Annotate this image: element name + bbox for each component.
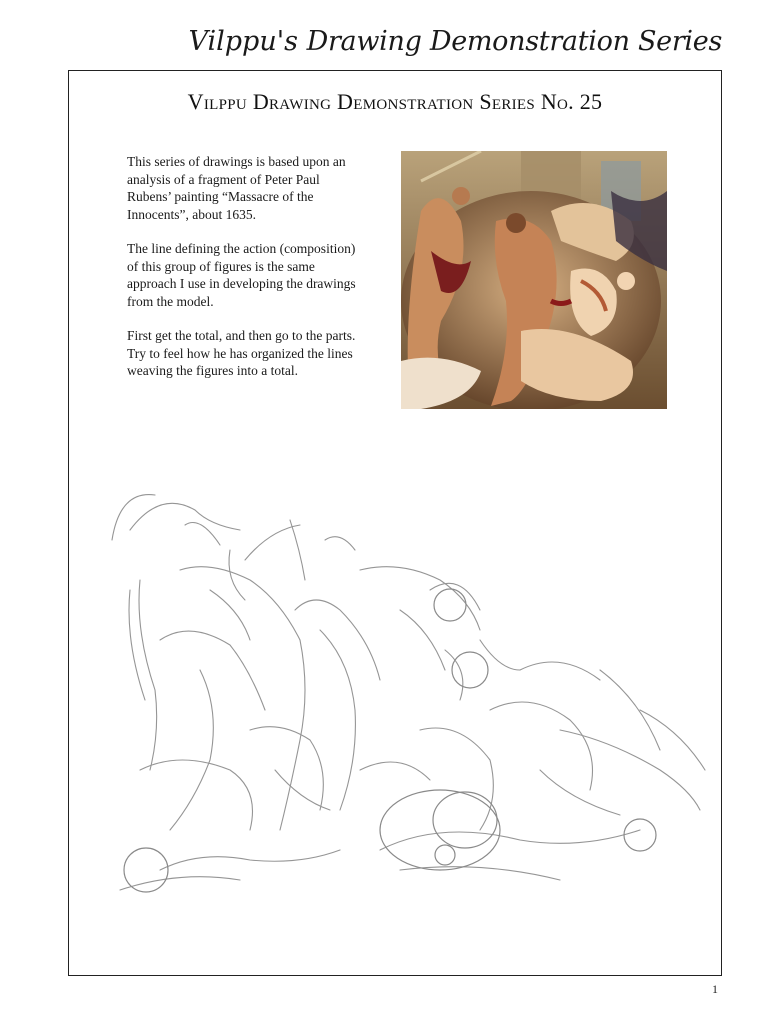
gesture-sketch-drawing [100, 470, 720, 930]
page-number: 1 [712, 982, 718, 996]
artist-name: Vilppu's [188, 26, 298, 57]
series-header [188, 26, 722, 57]
intro-text [127, 153, 357, 397]
paragraph-2: The line defining the action (composition) of this group of figures is the same approach I use in developing the drawings from the model. [127, 241, 356, 309]
paragraph-3: First get the total, and then go to the parts. Try to feel how he has organized the lines weaving the figures into a total. [127, 328, 356, 378]
series-name: Drawing Demonstration Series [306, 26, 722, 57]
paragraph-1: This series of drawings is based upon an analysis of a fragment of Peter Paul Rubens’ painting “Massacre of the Innocents”, about 1635. [127, 154, 346, 222]
rubens-painting-image [401, 151, 667, 409]
page-title: Vilppu Drawing Demonstration Series No. 25 [187, 89, 603, 114]
